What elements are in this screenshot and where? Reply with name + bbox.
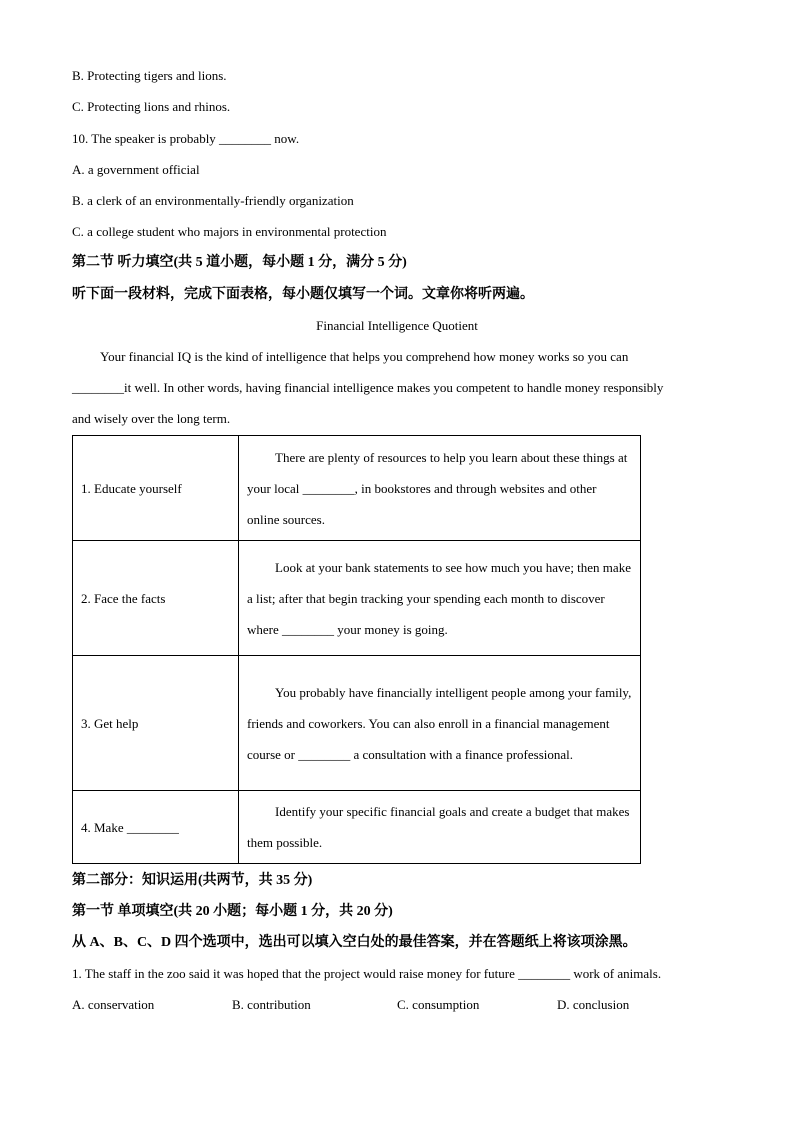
question-line: 10. The speaker is probably ________ now. (72, 131, 300, 146)
table-row (73, 541, 641, 656)
part-heading: 第二部分：知识运用(共两节，共 35 分) (72, 873, 313, 888)
notes-table (72, 435, 641, 864)
intro-line: Your financial IQ is the kind of intelligence that helps you comprehend how money works so you can (100, 349, 629, 364)
option-b: B. contribution (232, 997, 311, 1012)
section-heading: 第二节 听力填空(共 5 道小题，每小题 1 分，满分 5 分) (72, 255, 407, 270)
row-label: 1. Educate yourself (73, 436, 239, 541)
section-instruction: 听下面一段材料，完成下面表格，每小题仅填写一个词。文章你将听两遍。 (72, 287, 534, 302)
option-line: C. Protecting lions and rhinos. (72, 99, 231, 114)
row-text: Identify your specific financial goals and create a budget that makes them possible. (239, 791, 641, 864)
option-a: A. conservation (72, 997, 155, 1012)
option-line: B. a clerk of an environmentally-friendly organization (72, 193, 354, 208)
section-instruction: 从 A、B、C、D 四个选项中，选出可以填入空白处的最佳答案，并在答题纸上将该项涂黑。 (72, 935, 637, 950)
option-line: C. a college student who majors in environmental protection (72, 224, 387, 239)
table-row (73, 791, 641, 864)
option-line: A. a government official (72, 162, 200, 177)
table-row (73, 436, 641, 541)
option-d: D. conclusion (557, 997, 630, 1012)
row-label: 4. Make ________ (73, 791, 239, 864)
section-heading: 第一节 单项填空(共 20 小题；每小题 1 分，共 20 分) (72, 904, 393, 919)
row-text: Look at your bank statements to see how much you have; then make a list; after that begin tracking your spending each month to discover where ________ your money is going. (239, 541, 641, 656)
table-row (73, 656, 641, 791)
row-text: You probably have financially intelligent people among your family, friends and coworkers. You can also enroll in a financial management course or ________ a consultation with a finance professional. (239, 656, 641, 791)
passage-title: Financial Intelligence Quotient (316, 318, 478, 333)
option-line: B. Protecting tigers and lions. (72, 68, 227, 83)
row-text: There are plenty of resources to help you learn about these things at your local ________, in bookstores and through websites and other online sources. (239, 436, 641, 541)
intro-line: and wisely over the long term. (72, 411, 231, 426)
row-label: 2. Face the facts (73, 541, 239, 656)
intro-line: ________it well. In other words, having financial intelligence makes you competent to handle money responsibly (72, 380, 664, 395)
question-line: 1. The staff in the zoo said it was hoped that the project would raise money for future ________ work of animals. (72, 966, 662, 981)
row-label: 3. Get help (73, 656, 239, 791)
option-c: C. consumption (397, 997, 480, 1012)
